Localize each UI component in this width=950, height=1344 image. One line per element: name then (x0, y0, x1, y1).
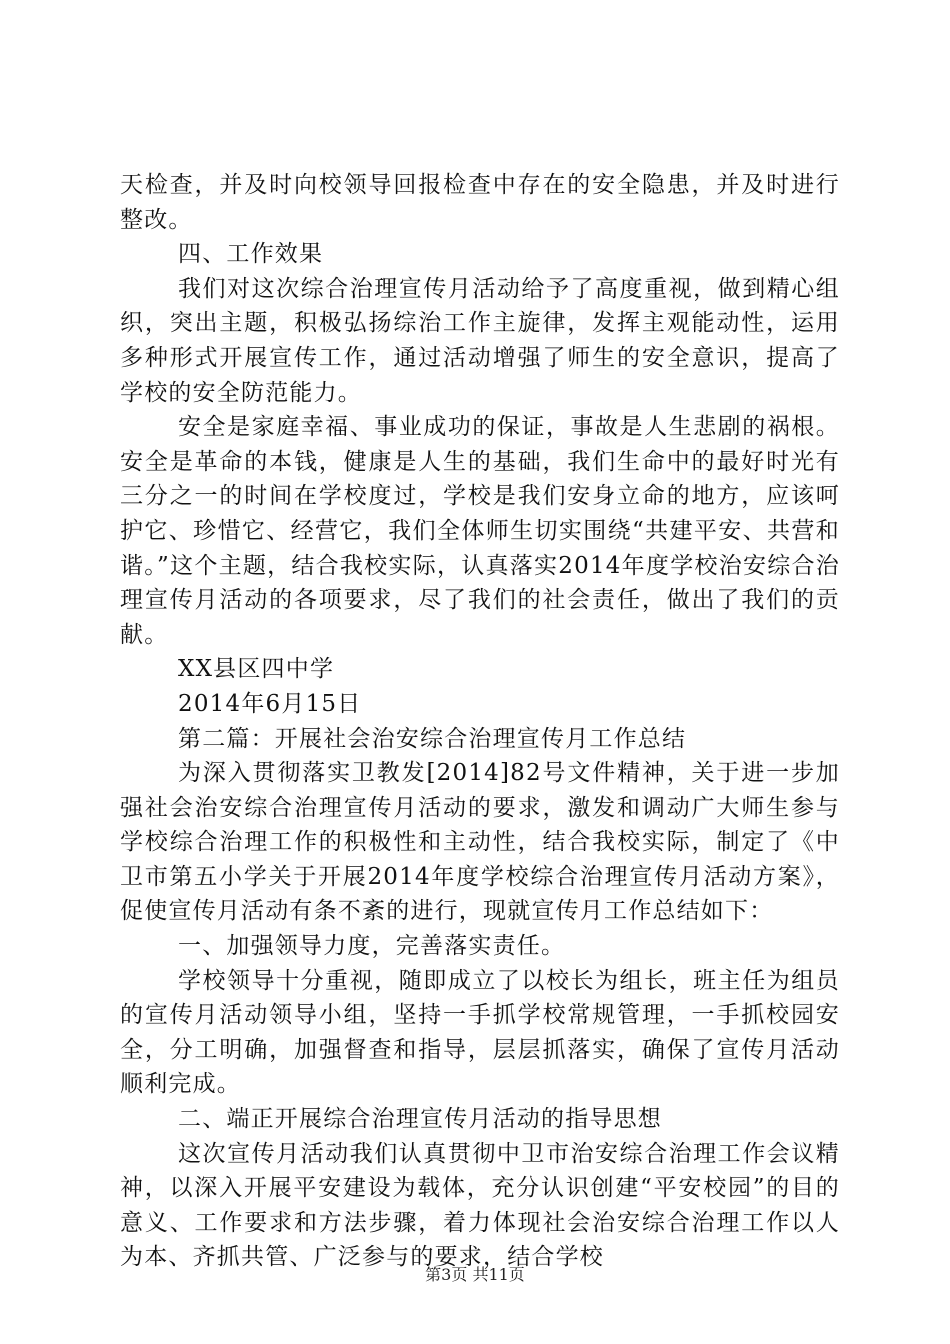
document-body (120, 168, 840, 1275)
paragraph-results-summary: 我们对这次综合治理宣传月活动给予了高度重视，做到精心组织，突出主题，积极弘扬综治工作主旋律，发挥主观能动性，运用多种形式开展宣传工作，通过活动增强了师生的安全意识，提高了学校的安全防范能力。 (120, 275, 840, 406)
page-number-footer: 第3页 共11页 (425, 1265, 525, 1284)
paragraph-continuation: 天检查，并及时向校领导回报检查中存在的安全隐患，并及时进行整改。 (120, 172, 840, 233)
paragraph-leadership: 学校领导十分重视，随即成立了以校长为组长，班主任为组员的宣传月活动领导小组，坚持一手抓学校常规管理，一手抓校园安全，分工明确，加强督查和指导，层层抓落实，确保了宣传月活动顺利完成。 (120, 967, 840, 1098)
paragraph-intro: 为深入贯彻落实卫教发[2014]82号文件精神，关于进一步加强社会治安综合治理宣传月活动的要求，激发和调动广大师生参与学校综合治理工作的积极性和主动性，结合我校实际，制定了《中卫市第五小学关于开展2014年度学校综合治理宣传月活动方案》，促使宣传月活动有条不紊的进行，现就宣传月工作总结如下： (120, 760, 840, 925)
signature-school-name: XX县区四中学 (178, 656, 335, 683)
signature-date: 2014年6月15日 (178, 690, 362, 717)
paragraph-guiding-thought: 这次宣传月活动我们认真贯彻中卫市治安综合治理工作会议精神，以深入开展平安建设为载体，充分认识创建“平安校园”的目的意义、工作要求和方法步骤，着力体现社会治安综合治理工作以人为本、齐抓共管、广泛参与的要求，结合学校 (120, 1140, 840, 1271)
section-heading-work-results: 四、工作效果 (178, 241, 324, 268)
section-heading-leadership: 一、加强领导力度，完善落实责任。 (178, 933, 566, 960)
chapter-two-title: 第二篇：开展社会治安综合治理宣传月工作总结 (178, 725, 687, 752)
paragraph-safety-importance: 安全是家庭幸福、事业成功的保证，事故是人生悲剧的祸根。安全是革命的本钱，健康是人生的基础，我们生命中的最好时光有三分之一的时间在学校度过，学校是我们安身立命的地方，应该呵护它、珍惜它、经营它，我们全体师生切实围绕“共建平安、共营和谐。”这个主题，结合我校实际，认真落实2014年度学校治安综合治理宣传月活动的各项要求，尽了我们的社会责任，做出了我们的贡献。 (120, 414, 840, 648)
section-heading-guiding-thought: 二、端正开展综合治理宣传月活动的指导思想 (178, 1106, 662, 1133)
